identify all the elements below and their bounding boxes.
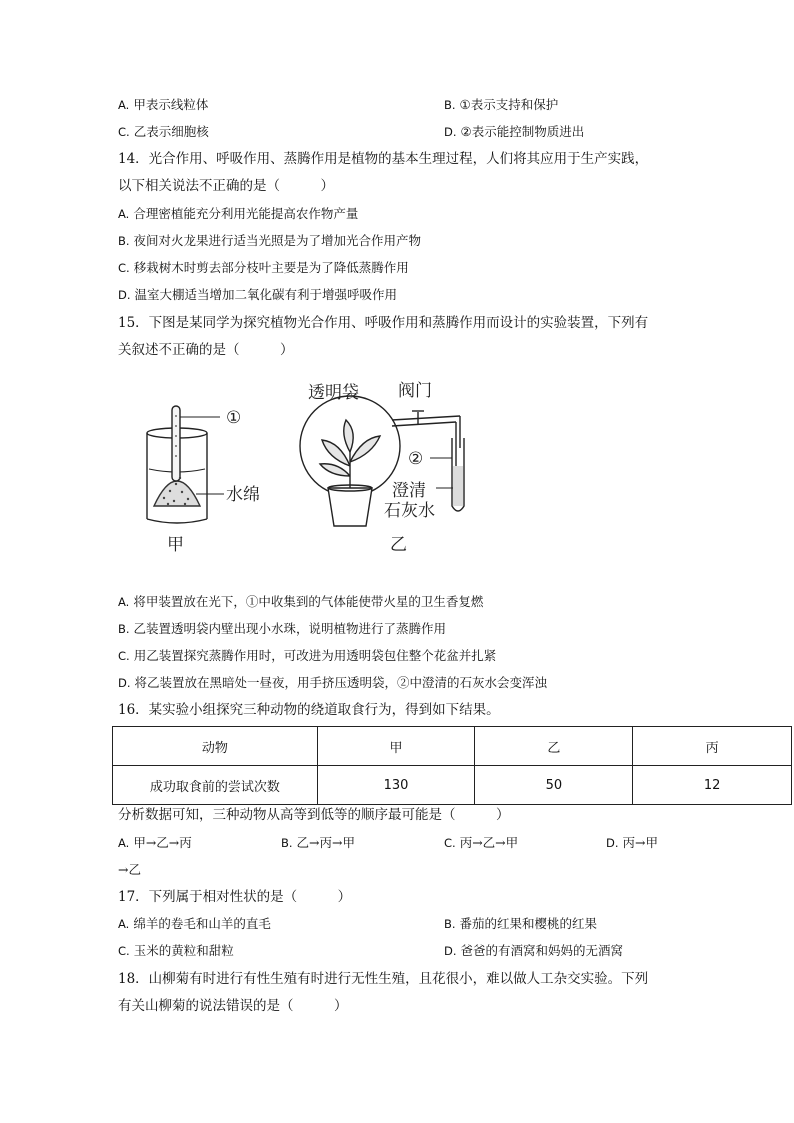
- option-text: 乙表示细胞核: [133, 124, 209, 139]
- q18-stem-line1: 18．山柳菊有时进行有性生殖有时进行无性生殖，且花很小，难以做人工杂交实验。下列: [118, 971, 649, 987]
- q17-stem: 17．下列属于相对性状的是（ ）: [118, 889, 352, 905]
- q15-stem-line1: 15．下图是某同学为探究植物光合作用、呼吸作用和蒸腾作用而设计的实验装置，下列有: [118, 315, 649, 331]
- q16-option-d-wrap: →乙: [118, 862, 141, 877]
- q13-option-c: [118, 122, 209, 142]
- q18-stem-line2: 有关山柳菊的说法错误的是（ ）: [118, 998, 348, 1014]
- table-header-row: [113, 727, 792, 766]
- option-letter: D.: [118, 676, 131, 690]
- option-letter: A.: [118, 595, 130, 609]
- option-letter: D.: [118, 288, 131, 302]
- option-letter: C.: [118, 649, 130, 663]
- option-text: 丙→乙→甲: [459, 835, 519, 850]
- plant-bag-apparatus: [300, 396, 464, 526]
- table-cell: 成功取食前的尝试次数: [113, 766, 318, 805]
- q14-option-c: [118, 258, 409, 278]
- option-letter: C.: [444, 836, 456, 850]
- q15-option-d: [118, 673, 547, 693]
- option-letter: A.: [118, 836, 130, 850]
- option-letter: A.: [118, 98, 130, 112]
- q17-option-d: [444, 941, 623, 961]
- q15-option-c: [118, 646, 496, 666]
- option-text: 乙→丙→甲: [296, 835, 355, 850]
- q14-stem-line1: 14．光合作用、呼吸作用、蒸腾作用是植物的基本生理过程，人们将其应用于生产实践，: [118, 151, 649, 167]
- option-letter: D.: [444, 125, 457, 139]
- option-text: 合理密植能充分利用光能提高农作物产量: [133, 206, 359, 221]
- option-letter: D.: [606, 836, 619, 850]
- table-header-cell: 甲: [317, 727, 475, 766]
- q15-stem-line2: 关叙述不正确的是（ ）: [118, 342, 294, 358]
- beaker-apparatus: [147, 406, 207, 523]
- q16-option-d: [606, 833, 658, 853]
- option-letter: C.: [118, 125, 130, 139]
- label-lime-1: 澄清: [392, 481, 426, 501]
- option-text: 甲→乙→丙: [133, 835, 192, 850]
- option-text: 移栽树木时剪去部分枝叶主要是为了降低蒸腾作用: [133, 260, 409, 275]
- label-circle-2: ②: [408, 449, 424, 469]
- option-text: 将乙装置放在黑暗处一昼夜，用手挤压透明袋，②中澄清的石灰水会变浑浊: [134, 675, 548, 690]
- option-text: 温室大棚适当增加二氧化碳有利于增强呼吸作用: [134, 287, 398, 302]
- label-valve: 阀门: [398, 381, 432, 401]
- q16-stem: 16．某实验小组探究三种动物的绕道取食行为，得到如下结果。: [118, 702, 500, 718]
- q13-option-a: [118, 95, 208, 115]
- label-lime-2: 石灰水: [384, 501, 435, 521]
- q13-option-b: [444, 95, 558, 115]
- q15-option-b: [118, 619, 446, 639]
- q16-question: 分析数据可知，三种动物从高等到低等的顺序最可能是（ ）: [118, 807, 510, 823]
- option-letter: D.: [444, 944, 457, 958]
- option-letter: A.: [118, 207, 130, 221]
- option-text: 爸爸的有酒窝和妈妈的无酒窝: [460, 943, 624, 958]
- option-text: 番茄的红果和樱桃的红果: [459, 916, 598, 931]
- label-bag: 透明袋: [308, 383, 359, 403]
- option-letter: B.: [118, 622, 130, 636]
- option-text: 乙装置透明袋内壁出现小水珠，说明植物进行了蒸腾作用: [133, 621, 447, 636]
- label-jia: 甲: [167, 535, 184, 555]
- option-text: 甲表示线粒体: [133, 97, 209, 112]
- q16-option-c: [444, 833, 518, 853]
- option-text: 丙→甲: [622, 835, 658, 850]
- option-letter: B.: [444, 98, 456, 112]
- q14-option-d: [118, 285, 397, 305]
- option-text: 玉米的黄粒和甜粒: [133, 943, 234, 958]
- q16-option-a: [118, 833, 192, 853]
- option-text: 用乙装置探究蒸腾作用时，可改进为用透明袋包住整个花盆并扎紧: [133, 648, 497, 663]
- table-cell: 50: [475, 766, 633, 805]
- table-header-cell: 丙: [633, 727, 792, 766]
- option-text: ②表示能控制物质进出: [460, 124, 585, 139]
- q14-option-a: [118, 204, 358, 224]
- q17-option-b: [444, 914, 597, 934]
- label-yi: 乙: [390, 535, 407, 555]
- lime-water: [453, 466, 463, 506]
- table-row: [113, 766, 792, 805]
- q14-stem-line2: 以下相关说法不正确的是（ ）: [118, 178, 334, 194]
- q15-option-a: [118, 592, 483, 612]
- option-letter: B.: [281, 836, 293, 850]
- table-cell: 130: [317, 766, 475, 805]
- q14-option-b: [118, 231, 421, 251]
- q13-option-d: [444, 122, 584, 142]
- q16-data-table: [112, 726, 792, 805]
- q17-option-c: [118, 941, 234, 961]
- option-letter: C.: [118, 944, 130, 958]
- table-header-cell: 乙: [475, 727, 633, 766]
- experiment-figure: [140, 376, 480, 556]
- option-letter: A.: [118, 917, 130, 931]
- option-text: 绵羊的卷毛和山羊的直毛: [133, 916, 271, 931]
- option-text: 夜间对火龙果进行适当光照是为了增加光合作用产物: [133, 233, 422, 248]
- option-letter: B.: [118, 234, 130, 248]
- option-letter: B.: [444, 917, 456, 931]
- table-cell: 12: [633, 766, 792, 805]
- option-text: ①表示支持和保护: [459, 97, 559, 112]
- q16-option-b: [281, 833, 355, 853]
- table-header-cell: 动物: [113, 727, 318, 766]
- option-text: 将甲装置放在光下，①中收集到的气体能使带火星的卫生香复燃: [133, 594, 484, 609]
- label-sponge: 水绵: [226, 485, 260, 505]
- label-circle-1: ①: [226, 408, 242, 428]
- option-letter: C.: [118, 261, 130, 275]
- q17-option-a: [118, 914, 271, 934]
